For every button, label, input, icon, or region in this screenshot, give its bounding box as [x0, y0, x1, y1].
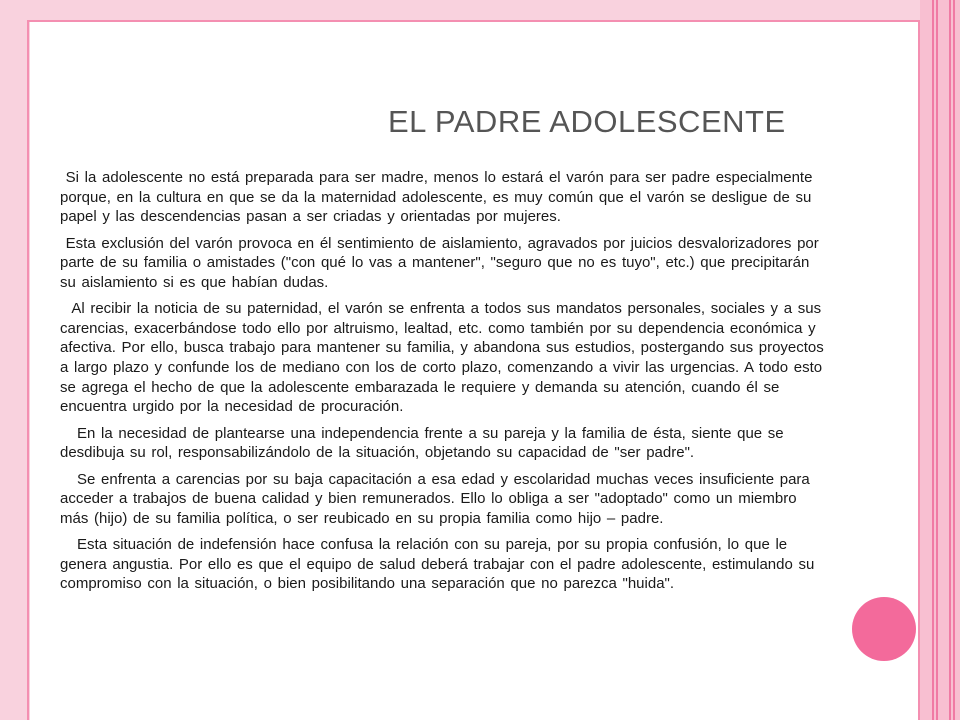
- frame-right-stripe: [932, 0, 934, 720]
- frame-left-line: [27, 22, 29, 720]
- frame-top-band: [30, 0, 920, 22]
- frame-right-stripe: [949, 0, 951, 720]
- frame-left-band: [0, 0, 30, 720]
- frame-right-stripe: [936, 0, 938, 720]
- paragraph-2: Esta exclusión del varón provoca en él sentimiento de aislamiento, agravados por juicios desvalorizadores por parte de su familia o amistades ("con qué lo vas a mantener", "seguro que no es tuyo", etc.) que precipitarán su aislamiento si es que habían dudas.: [60, 234, 825, 291]
- paragraph-4: En la necesidad de plantearse una independencia frente a su pareja y la familia de ésta, siente que se desdibuja su rol, responsabilizándolo de la situación, objetando su capacidad de "ser padre".: [60, 424, 790, 462]
- paragraph-1: Si la adolescente no está preparada para ser madre, menos lo estará el varón para ser padre especialmente porque, en la cultura en que se da la maternidad adolescente, es muy común que el varón se desligue de su papel y las descendencias pasan a ser criadas y orientadas por mujeres.: [60, 169, 819, 226]
- slide-body: [60, 168, 830, 601]
- paragraph-3: Al recibir la noticia de su paternidad, el varón se enfrenta a todos sus mandatos personales, sociales y a sus carencias, exacerbándose todo ello por altruismo, lealtad, etc. como también por su dependencia económica y afectiva. Por ello, busca trabajo para mantener su familia, y abandona sus estudios, postergando sus proyectos a largo plazo y confunde los de mediano con los de corto plazo, comenzando a vivir las urgencias. A todo esto se agrega el hecho de que la adolescente embarazada le requiere y demanda su atención, cuando él se encuentra urgido por la necesidad de procuración.: [60, 300, 830, 416]
- paragraph-6: Esta situación de indefensión hace confusa la relación con su pareja, por su propia confusión, lo que le genera angustia. Por ello es que el equipo de salud deberá trabajar con el padre adolescente, estimulando su compromiso con la situación, o bien posibilitando una separación que no parezca "huida".: [60, 536, 821, 593]
- decorative-circle-icon: [852, 597, 916, 661]
- frame-top-line: [27, 20, 922, 22]
- paragraph-5: Se enfrenta a carencias por su baja capacitación a esa edad y escolaridad muchas veces insuficiente para acceder a trabajos de buena calidad y bien remunerados. Ello lo obliga a ser "adoptado" como un miembro más (hijo) de su familia política, o ser reubicado en su propia familia como hijo – padre.: [60, 470, 816, 527]
- frame-right-stripe: [953, 0, 955, 720]
- slide-title: EL PADRE ADOLESCENTE: [388, 104, 786, 139]
- frame-left-gap: [30, 22, 44, 720]
- frame-right-band: [920, 0, 960, 720]
